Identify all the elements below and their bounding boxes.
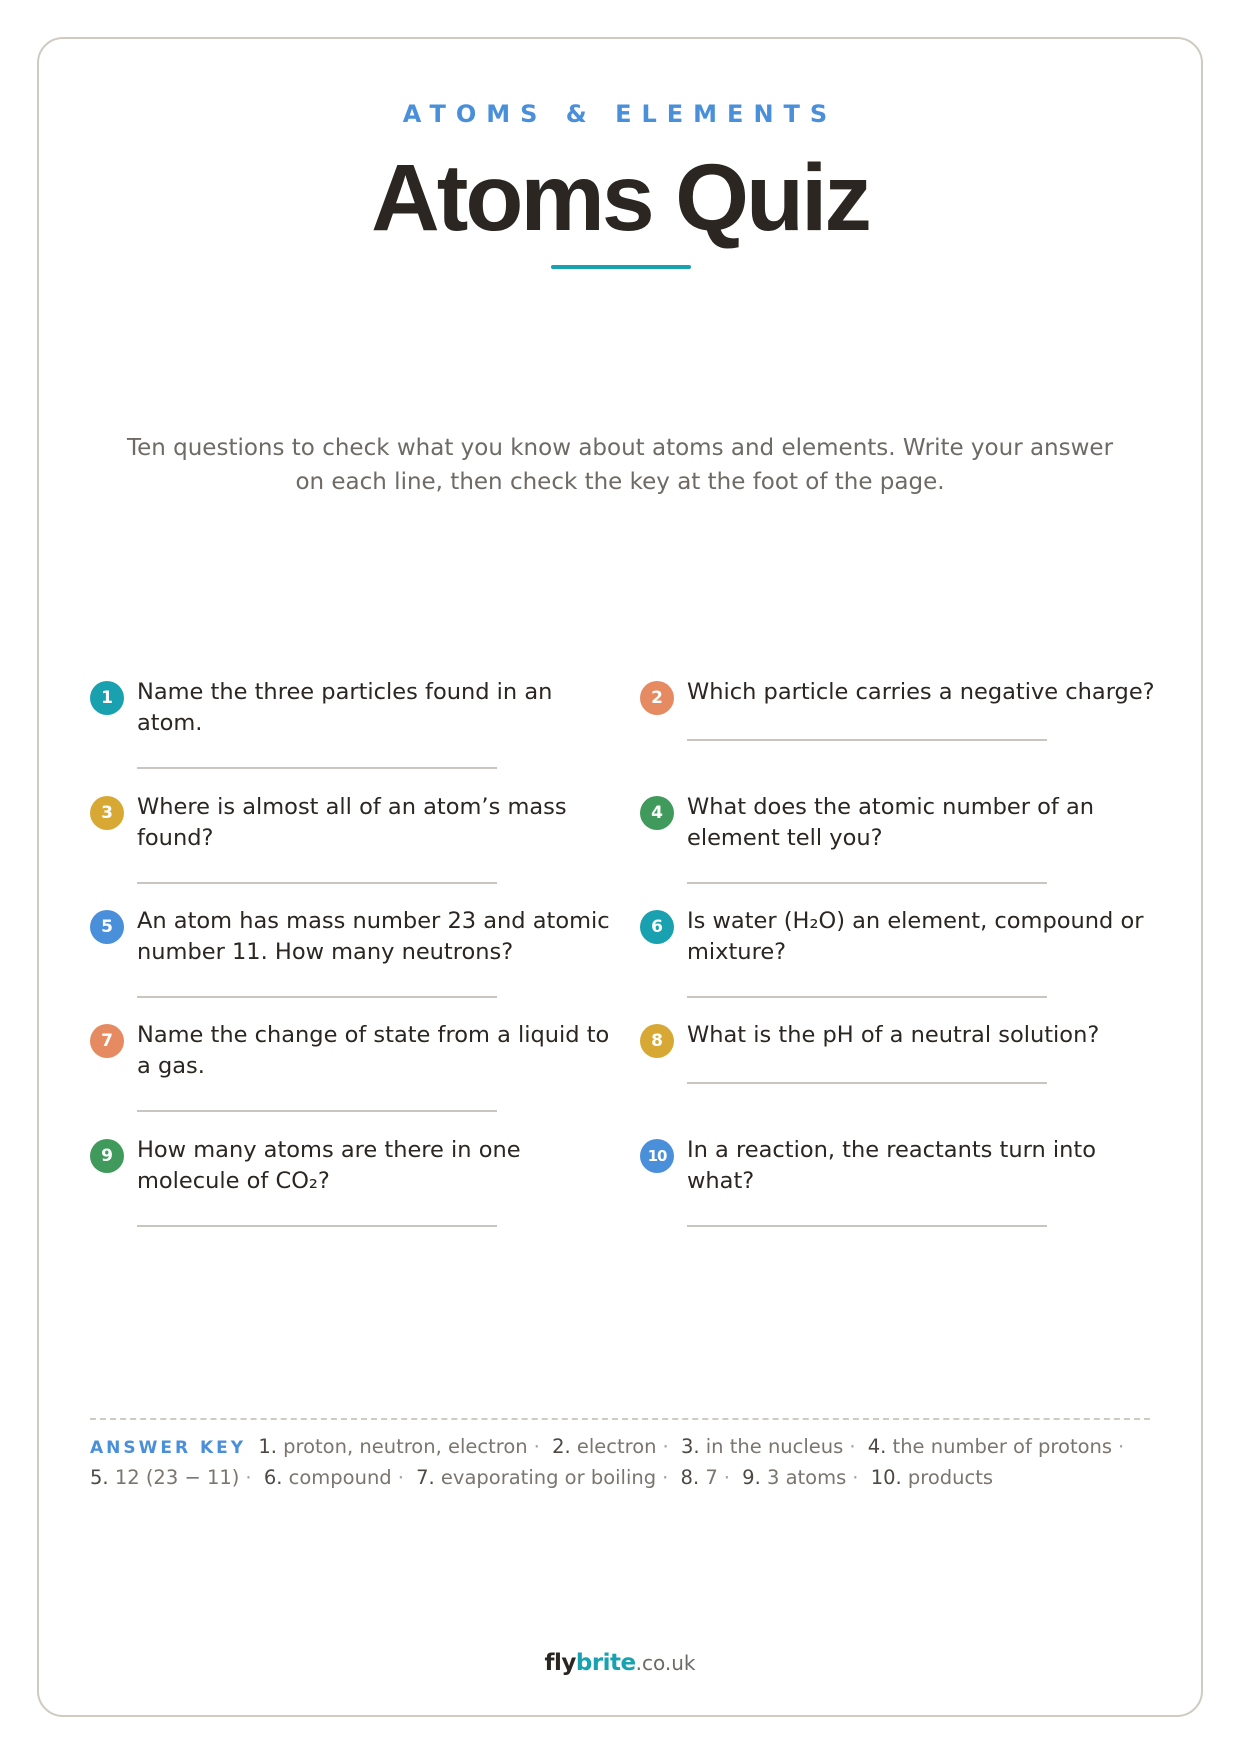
title-underline: [551, 265, 691, 269]
answer-item-8: 8. 7: [680, 1466, 718, 1489]
answer-key-label: ANSWER KEY: [90, 1438, 247, 1458]
question-number-badge: 10: [640, 1139, 674, 1173]
page-title: Atoms Quiz: [371, 145, 869, 251]
answer-line[interactable]: [137, 996, 497, 998]
answer-line[interactable]: [137, 882, 497, 884]
answer-item-9: 9. 3 atoms: [742, 1466, 847, 1489]
question-number-badge: 7: [90, 1024, 124, 1058]
answer-item-5: 5. 12 (23 − 11): [90, 1466, 240, 1489]
answer-line[interactable]: [137, 1225, 497, 1227]
answer-item-6: 6. compound: [263, 1466, 392, 1489]
answer-line[interactable]: [687, 1082, 1047, 1084]
answer-item-2: 2. electron: [552, 1435, 657, 1458]
answer-item-10: 10. products: [870, 1466, 994, 1489]
answer-item-1: 1. proton, neutron, electron: [258, 1435, 528, 1458]
answer-line[interactable]: [137, 1110, 497, 1112]
question-text: Where is almost all of an atom’s mass found?: [137, 794, 567, 851]
question-text: Name the change of state from a liquid to a gas.: [137, 1022, 610, 1079]
question-number-badge: 8: [640, 1024, 674, 1058]
question-text: Name the three particles found in an atom.: [137, 679, 553, 736]
question-number-badge: 4: [640, 796, 674, 830]
question-text: Which particle carries a negative charge?: [687, 679, 1155, 705]
question-text: How many atoms are there in one molecule of CO₂?: [137, 1137, 521, 1194]
brand-domain: .co.uk: [635, 1651, 696, 1675]
section-kicker: ATOMS & ELEMENTS: [402, 100, 838, 128]
question-number-badge: 2: [640, 681, 674, 715]
answer-line[interactable]: [137, 767, 497, 769]
question-number-badge: 5: [90, 910, 124, 944]
question-text: Is water (H₂O) an element, compound or mixture?: [687, 908, 1144, 965]
answer-line[interactable]: [687, 996, 1047, 998]
brand-logo[interactable]: [0, 1650, 1240, 1676]
question-number-badge: 6: [640, 910, 674, 944]
intro-text: Ten questions to check what you know about atoms and elements. Write your answer on each line, then check the key at the foot of the page.: [126, 435, 1114, 495]
answer-line[interactable]: [687, 1225, 1047, 1227]
answer-item-3: 3. in the nucleus: [680, 1435, 844, 1458]
brand-part-fly: fly: [544, 1650, 576, 1676]
answer-item-7: 7. evaporating or boiling: [416, 1466, 657, 1489]
question-text: What does the atomic number of an element tell you?: [687, 794, 1095, 851]
answer-line[interactable]: [687, 739, 1047, 741]
answer-key-divider: [90, 1418, 1150, 1420]
brand-part-brite: brite: [575, 1650, 636, 1676]
question-number-badge: 9: [90, 1139, 124, 1173]
answer-item-4: 4. the number of protons: [867, 1435, 1113, 1458]
question-text: What is the pH of a neutral solution?: [687, 1022, 1100, 1048]
question-number-badge: 1: [90, 681, 124, 715]
question-text: An atom has mass number 23 and atomic number 11. How many neutrons?: [137, 908, 610, 965]
question-number-badge: 3: [90, 796, 124, 830]
question-text: In a reaction, the reactants turn into what?: [687, 1137, 1096, 1194]
answer-line[interactable]: [687, 882, 1047, 884]
answer-key: ANSWER KEY 1. proton, neutron, electron · 2. electron · 3. in the nucleus · 4. the number of protons · 5. 12 (23 − 11) · 6. compound · 7. evaporating or boiling · 8. 7 · 9. 3 atoms · 10. products: [90, 1435, 1125, 1489]
